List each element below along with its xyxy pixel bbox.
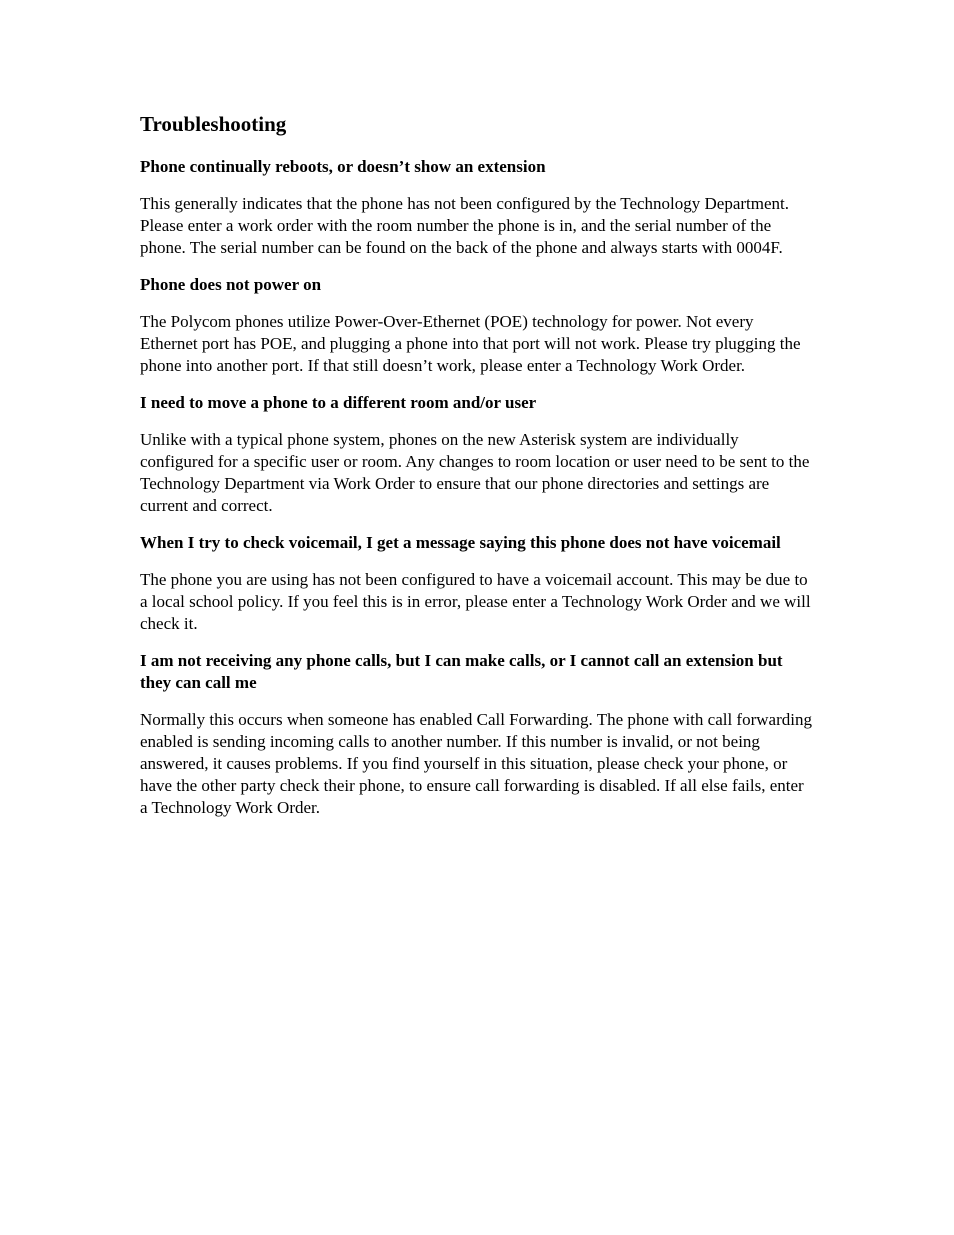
section-heading: When I try to check voicemail, I get a message saying this phone does not have voicemail (140, 533, 781, 552)
section-heading: Phone continually reboots, or doesn’t show an extension (140, 157, 546, 176)
section-power (140, 274, 814, 377)
section-heading: I am not receiving any phone calls, but I can make calls, or I cannot call an extension but they can call me (140, 651, 783, 692)
section-body: The phone you are using has not been configured to have a voicemail account. This may be due to a local school policy. If you feel this is in error, please enter a Technology Work Order and we will check it. (140, 570, 811, 633)
page-title: Troubleshooting (140, 112, 287, 136)
section-call-forwarding (140, 650, 814, 819)
section-heading: I need to move a phone to a different room and/or user (140, 393, 537, 412)
document-page (140, 110, 814, 834)
section-voicemail (140, 532, 814, 635)
section-reboots (140, 156, 814, 259)
section-body: Unlike with a typical phone system, phones on the new Asterisk system are individually configured for a specific user or room. Any changes to room location or user need to be sent to the Technology Department via Work Order to ensure that our phone directories and settings are current and correct. (140, 430, 810, 515)
section-body: Normally this occurs when someone has enabled Call Forwarding. The phone with call forwarding enabled is sending incoming calls to another number. If this number is invalid, or not being answered, it causes problems. If you find yourself in this situation, please check your phone, or have the other party check their phone, to ensure call forwarding is disabled. If all else fails, enter a Technology Work Order. (140, 710, 812, 817)
section-heading: Phone does not power on (140, 275, 322, 294)
section-body: The Polycom phones utilize Power-Over-Ethernet (POE) technology for power. Not every Ethernet port has POE, and plugging a phone into that port will not work. Please try plugging the phone into another port. If that still doesn’t work, please enter a Technology Work Order. (140, 312, 801, 375)
section-move-phone (140, 392, 814, 517)
section-body: This generally indicates that the phone has not been configured by the Technology Department. Please enter a work order with the room number the phone is in, and the serial number of the phone. The serial number can be found on the back of the phone and always starts with 0004F. (140, 194, 790, 257)
